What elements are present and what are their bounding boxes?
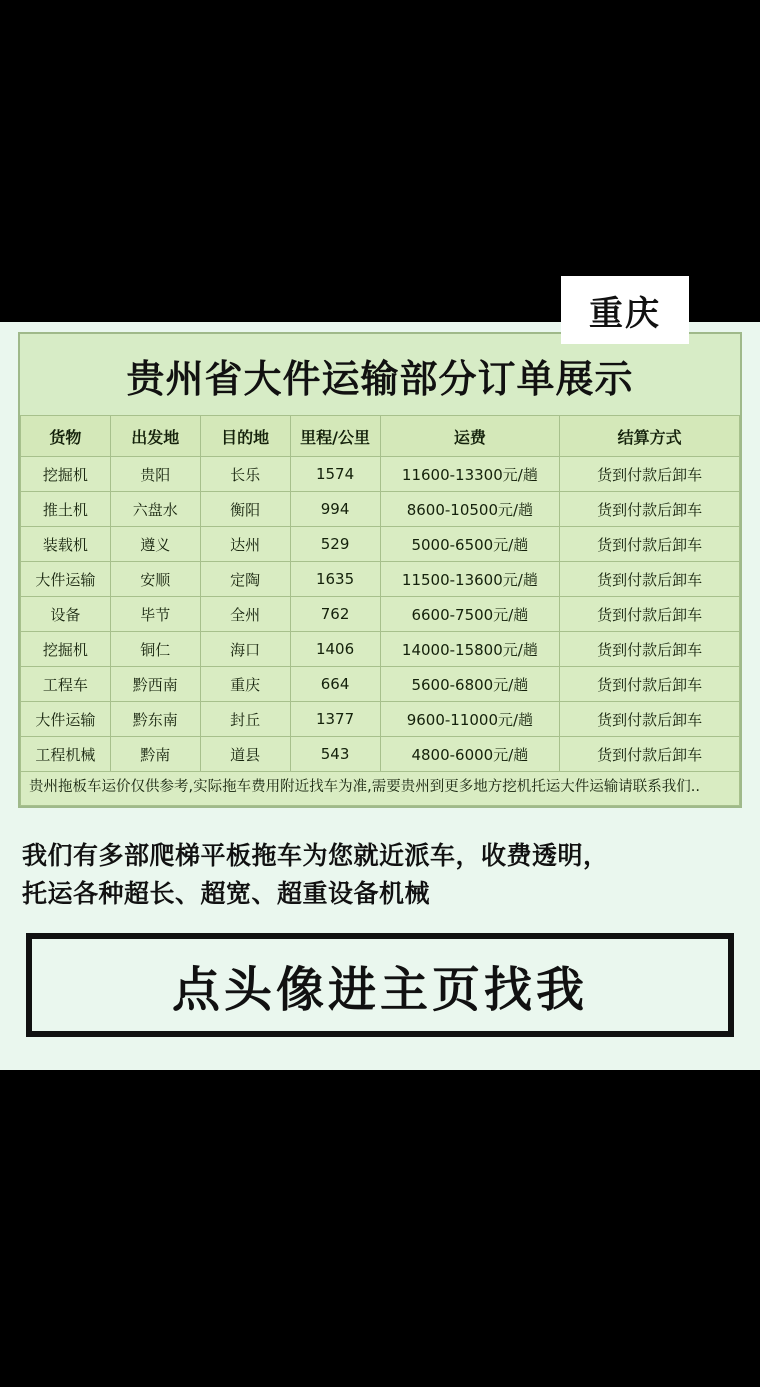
cell-settlement: 货到付款后卸车 <box>560 632 740 667</box>
cell-distance: 1406 <box>290 632 380 667</box>
cell-cargo: 挖掘机 <box>21 632 111 667</box>
cell-distance: 762 <box>290 597 380 632</box>
cell-settlement: 货到付款后卸车 <box>560 527 740 562</box>
cell-destination: 衡阳 <box>200 492 290 527</box>
cell-origin: 六盘水 <box>110 492 200 527</box>
cell-distance: 1635 <box>290 562 380 597</box>
cell-freight: 4800-6000元/趟 <box>380 737 560 772</box>
cell-freight: 5600-6800元/趟 <box>380 667 560 702</box>
cell-cargo: 大件运输 <box>21 562 111 597</box>
city-badge: 重庆 <box>561 276 689 344</box>
cell-origin: 黔东南 <box>110 702 200 737</box>
order-card <box>18 332 742 808</box>
cell-distance: 664 <box>290 667 380 702</box>
promo-line-1: 我们有多部爬梯平板拖车为您就近派车，收费透明， <box>22 841 609 870</box>
cell-destination: 定陶 <box>200 562 290 597</box>
promo-text <box>22 837 738 912</box>
column-header-settlement: 结算方式 <box>560 416 740 457</box>
cell-distance: 1574 <box>290 457 380 492</box>
cell-cargo: 装载机 <box>21 527 111 562</box>
table-row <box>21 492 740 527</box>
cell-destination: 封丘 <box>200 702 290 737</box>
cell-cargo: 工程机械 <box>21 737 111 772</box>
poster <box>0 322 760 1070</box>
column-header-destination: 目的地 <box>200 416 290 457</box>
cell-distance: 1377 <box>290 702 380 737</box>
cta-label: 点头像进主页找我 <box>171 961 588 1018</box>
cell-destination: 长乐 <box>200 457 290 492</box>
table-row <box>21 527 740 562</box>
cell-destination: 道县 <box>200 737 290 772</box>
cell-freight: 11600-13300元/趟 <box>380 457 560 492</box>
cell-distance: 543 <box>290 737 380 772</box>
promo-line-2: 托运各种超长、超宽、超重设备机械 <box>22 878 431 908</box>
cell-destination: 全州 <box>200 597 290 632</box>
table-row <box>21 737 740 772</box>
cell-settlement: 货到付款后卸车 <box>560 737 740 772</box>
orders-table <box>20 415 740 772</box>
cell-settlement: 货到付款后卸车 <box>560 597 740 632</box>
cell-origin: 遵义 <box>110 527 200 562</box>
column-header-distance: 里程/公里 <box>290 416 380 457</box>
cell-settlement: 货到付款后卸车 <box>560 457 740 492</box>
cell-origin: 安顺 <box>110 562 200 597</box>
cell-destination: 海口 <box>200 632 290 667</box>
table-row <box>21 702 740 737</box>
cell-settlement: 货到付款后卸车 <box>560 702 740 737</box>
cell-distance: 529 <box>290 527 380 562</box>
column-header-freight: 运费 <box>380 416 560 457</box>
table-header-row <box>21 416 740 457</box>
cell-origin: 黔南 <box>110 737 200 772</box>
cell-origin: 铜仁 <box>110 632 200 667</box>
cell-origin: 黔西南 <box>110 667 200 702</box>
table-row <box>21 667 740 702</box>
page-title: 贵州省大件运输部分订单展示 <box>20 334 740 415</box>
cell-destination: 达州 <box>200 527 290 562</box>
table-row <box>21 597 740 632</box>
cell-origin: 贵阳 <box>110 457 200 492</box>
cell-distance: 994 <box>290 492 380 527</box>
cell-cargo: 推土机 <box>21 492 111 527</box>
cell-cargo: 大件运输 <box>21 702 111 737</box>
cell-settlement: 货到付款后卸车 <box>560 667 740 702</box>
cell-freight: 8600-10500元/趟 <box>380 492 560 527</box>
cell-cargo: 设备 <box>21 597 111 632</box>
cell-settlement: 货到付款后卸车 <box>560 562 740 597</box>
cell-settlement: 货到付款后卸车 <box>560 492 740 527</box>
cell-destination: 重庆 <box>200 667 290 702</box>
cell-cargo: 挖掘机 <box>21 457 111 492</box>
cell-freight: 6600-7500元/趟 <box>380 597 560 632</box>
cell-freight: 14000-15800元/趟 <box>380 632 560 667</box>
column-header-cargo: 货物 <box>21 416 111 457</box>
cell-freight: 9600-11000元/趟 <box>380 702 560 737</box>
table-row <box>21 632 740 667</box>
cta-box[interactable] <box>26 933 734 1037</box>
disclaimer-note: 贵州拖板车运价仅供参考,实际拖车费用附近找车为准,需要贵州到更多地方挖机托运大件运输请联系我们.. <box>20 772 740 806</box>
table-row <box>21 562 740 597</box>
cell-cargo: 工程车 <box>21 667 111 702</box>
cell-freight: 11500-13600元/趟 <box>380 562 560 597</box>
column-header-origin: 出发地 <box>110 416 200 457</box>
table-row <box>21 457 740 492</box>
cell-freight: 5000-6500元/趟 <box>380 527 560 562</box>
cell-origin: 毕节 <box>110 597 200 632</box>
